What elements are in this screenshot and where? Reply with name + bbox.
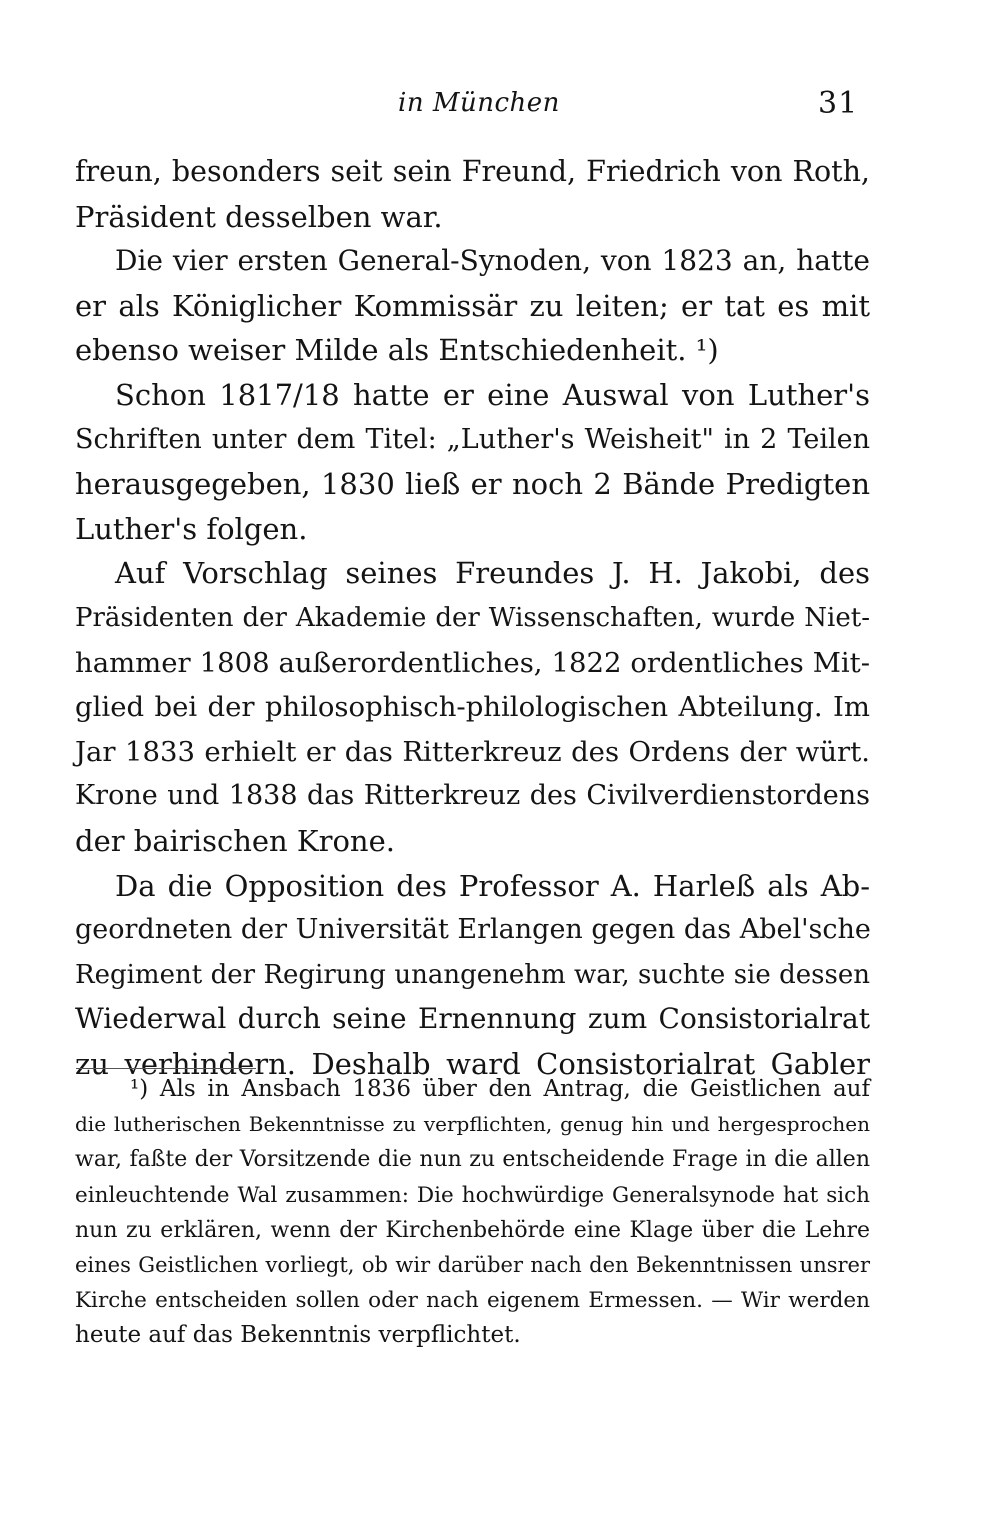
body-line: Schon 1817/18 hatte er eine Auswal von Luther's — [115, 377, 870, 412]
body-line: er als Königlicher Kommissär zu leiten; er tat es mit — [75, 288, 870, 323]
body-line: Wiederwal durch seine Ernennung zum Consistorialrat — [75, 1002, 870, 1036]
body-line: Da die Opposition des Professor A. Harleß als Ab- — [115, 868, 870, 903]
body-line: Jar 1833 erhielt er das Ritterkreuz des Ordens der würt. — [75, 735, 870, 768]
body-line: Krone und 1838 das Ritterkreuz des Civilverdienstordens — [75, 780, 870, 812]
footnote-line: heute auf das Bekenntnis verpflichtet. — [75, 1322, 521, 1349]
footnote-line: ¹) Als in Ansbach 1836 über den Antrag, die Geistlichen auf — [130, 1076, 870, 1102]
body-line: Präsidenten der Akademie der Wissenschaften, wurde Niet- — [75, 602, 870, 633]
footnote-rule — [76, 1068, 256, 1069]
body-line: Die vier ersten General-Synoden, von 1823 an, hatte — [115, 244, 870, 278]
body-line: Auf Vorschlag seines Freundes J. H. Jakobi, des — [115, 556, 870, 591]
body-line: Schriften unter dem Titel: „Luther's Weisheit" in 2 Teilen — [75, 423, 870, 455]
body-line: freun, besonders seit sein Freund, Friedrich von Roth, — [75, 155, 870, 188]
footnote-line: nun zu erklären, wenn der Kirchenbehörde eine Klage über die Lehre — [75, 1217, 870, 1243]
body-line: hammer 1808 außerordentliches, 1822 ordentliches Mit- — [75, 646, 870, 679]
footnote-line: war, faßte der Vorsitzende die nun zu entscheidende Frage in die allen — [75, 1147, 870, 1173]
body-line: ebenso weiser Milde als Entschiedenheit. ¹) — [75, 333, 719, 368]
page-number: 31 — [818, 86, 859, 121]
body-line: Regiment der Regirung unangenehm war, suchte sie dessen — [75, 959, 870, 990]
body-line: Präsident desselben war. — [75, 199, 443, 234]
footnote-line: einleuchtende Wal zusammen: Die hochwürdige Generalsynode hat sich — [75, 1182, 870, 1208]
running-head: in München — [398, 88, 560, 118]
footnote-line: Kirche entscheiden sollen oder nach eigenem Ermessen. — Wir werden — [75, 1288, 870, 1314]
body-line: geordneten der Universität Erlangen gegen das Abel'sche — [75, 914, 871, 946]
body-line: glied bei der philosophisch-philologischen Abteilung. Im — [75, 691, 870, 724]
body-text — [75, 150, 870, 1086]
body-line: zu verhindern. Deshalb ward Consistorialrat Gabler — [75, 1046, 870, 1081]
footnotes — [75, 1072, 870, 1354]
body-line: herausgegeben, 1830 ließ er noch 2 Bände Predigten — [75, 467, 870, 502]
footnote-line: die lutherischen Bekenntnisse zu verpflichten, genug hin und hergesprochen — [75, 1112, 870, 1137]
body-line: Luther's folgen. — [75, 511, 308, 546]
body-line: der bairischen Krone. — [75, 823, 395, 858]
footnote-line: eines Geistlichen vorliegt, ob wir darüber nach den Bekenntnissen unsrer — [75, 1253, 870, 1278]
